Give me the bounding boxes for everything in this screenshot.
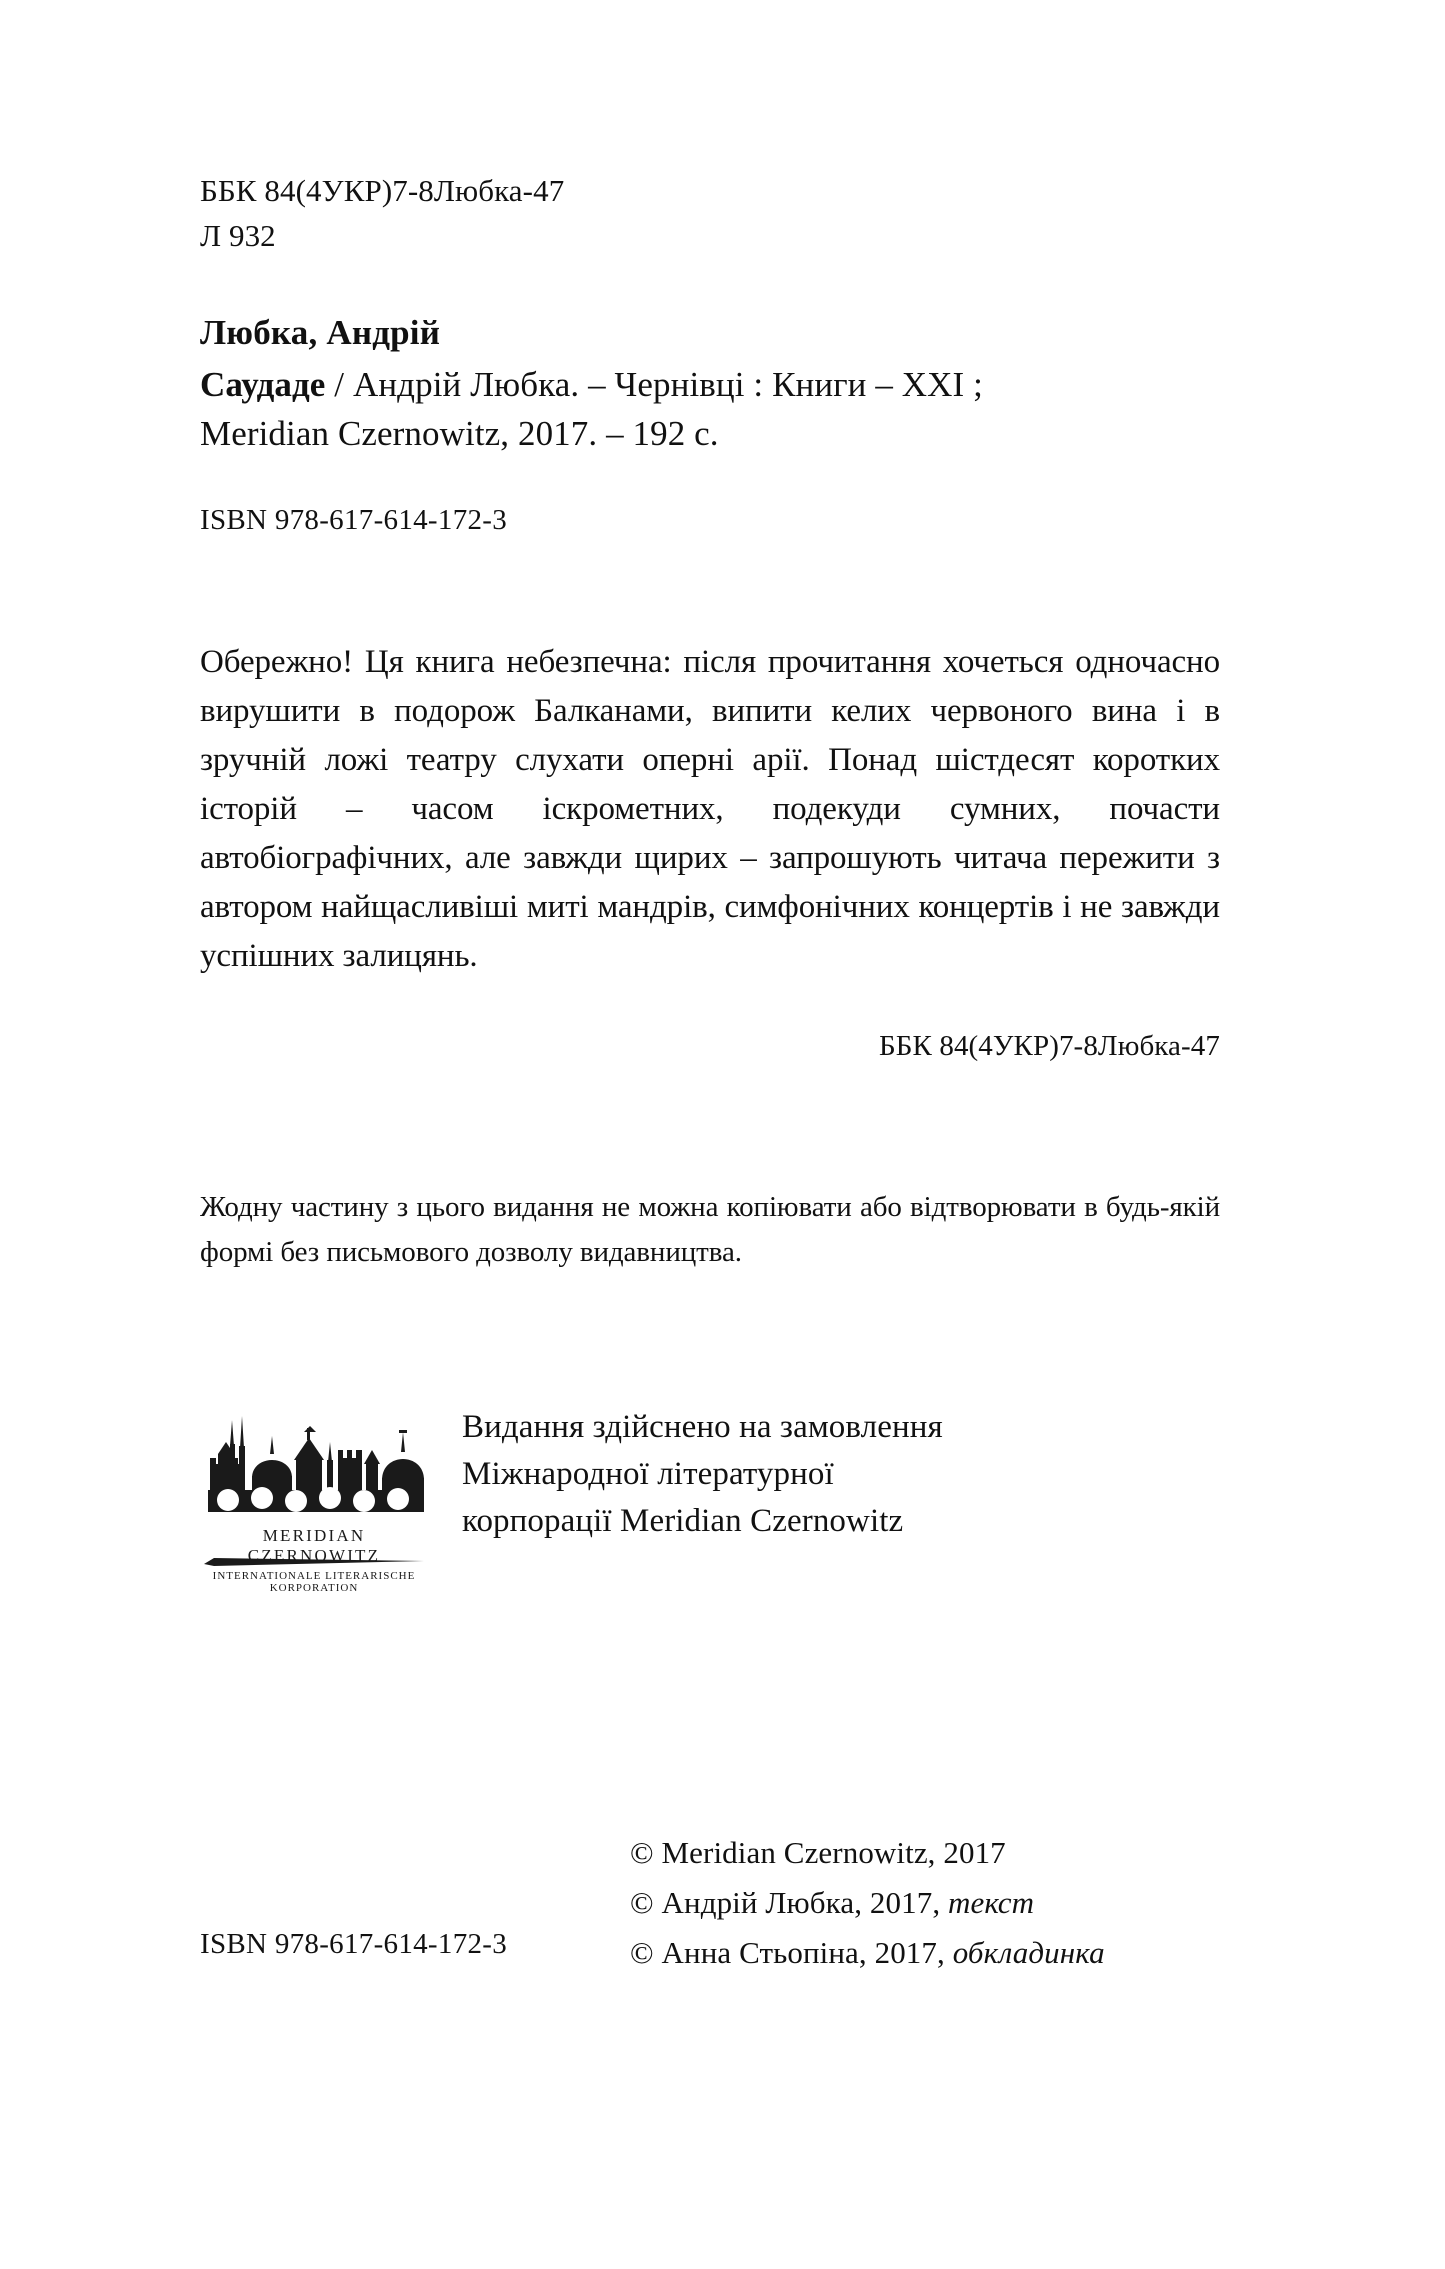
logo-subtitle-line-2: KORPORATION xyxy=(269,1582,359,1594)
publisher-row xyxy=(200,1398,1220,1594)
cip-classification-block xyxy=(200,168,564,258)
copyright-holder: Анна Стьопіна, 2017, xyxy=(661,1935,953,1970)
copyright-line-cover-artist xyxy=(630,1928,1105,1978)
annotation-classification-footer: ББК 84(4УКР)7-8Любка-47 xyxy=(879,1030,1220,1062)
statement-of-responsibility: / Андрій Любка. – Чернівці : Книги – XXI ; xyxy=(325,365,983,404)
annotation-text: Обережно! Ця книга небезпечна: після прочитання хочеться одночасно вирушити в подорож Балканами, випити келих червоного вина і в зручній ложі театру слухати оперні арії. Понад шістдесят коротких історій – часом іскрометних, подекуди сумних, почасти автобіографічних, але завжди щирих – запрошують читача пережити з автором найщасливіші миті мандрів, симфонічних концертів і не завжди успішних залицянь. xyxy=(200,644,1220,974)
cip-shelf-line: Л 932 xyxy=(200,218,276,253)
copyright-line-publisher xyxy=(630,1828,1105,1878)
meridian-czernowitz-logo xyxy=(200,1398,428,1594)
rights-notice-text: Жодну частину з цього видання не можна копіювати або відтворювати в будь-якій формі без письмового дозволу видавництва. xyxy=(200,1191,1220,1268)
copyright-holder: Meridian Czernowitz, 2017 xyxy=(661,1835,1006,1870)
copyright-holder: Андрій Любка, 2017, xyxy=(661,1885,949,1920)
isbn-bottom: ISBN 978-617-614-172-3 xyxy=(200,1928,508,1960)
annotation-block xyxy=(200,638,1220,981)
imprint-line: Meridian Czernowitz, 2017. – 192 с. xyxy=(200,414,719,453)
book-title: Саудаде xyxy=(200,365,326,404)
isbn-top: ISBN 978-617-614-172-3 xyxy=(200,504,508,536)
copyright-block xyxy=(630,1828,1105,1978)
publisher-statement-line-3: корпорації Meridian Czernowitz xyxy=(462,1503,904,1539)
author-heading: Любка, Андрій xyxy=(200,313,441,352)
copyright-role: обкладинка xyxy=(952,1935,1105,1970)
copyright-role: текст xyxy=(948,1885,1035,1920)
publisher-statement xyxy=(462,1398,943,1545)
rights-notice-block xyxy=(200,1185,1220,1275)
cip-classification-line: ББК 84(4УКР)7-8Любка-47 xyxy=(200,173,565,208)
copyright-symbol: © xyxy=(630,1835,654,1870)
publisher-statement-line-2: Міжнародної літературної xyxy=(462,1456,834,1492)
copyright-symbol: © xyxy=(630,1885,654,1920)
logo-subtitle-line-1: INTERNATIONALE LITERARISCHE xyxy=(212,1570,416,1582)
copyright-symbol: © xyxy=(630,1935,654,1970)
bibliographic-record xyxy=(200,360,1160,458)
logo-name-line: MERIDIAN CZERNOWITZ xyxy=(247,1526,381,1565)
publisher-statement-line-1: Видання здійснено на замовлення xyxy=(462,1409,943,1445)
copyright-line-author xyxy=(630,1878,1105,1928)
